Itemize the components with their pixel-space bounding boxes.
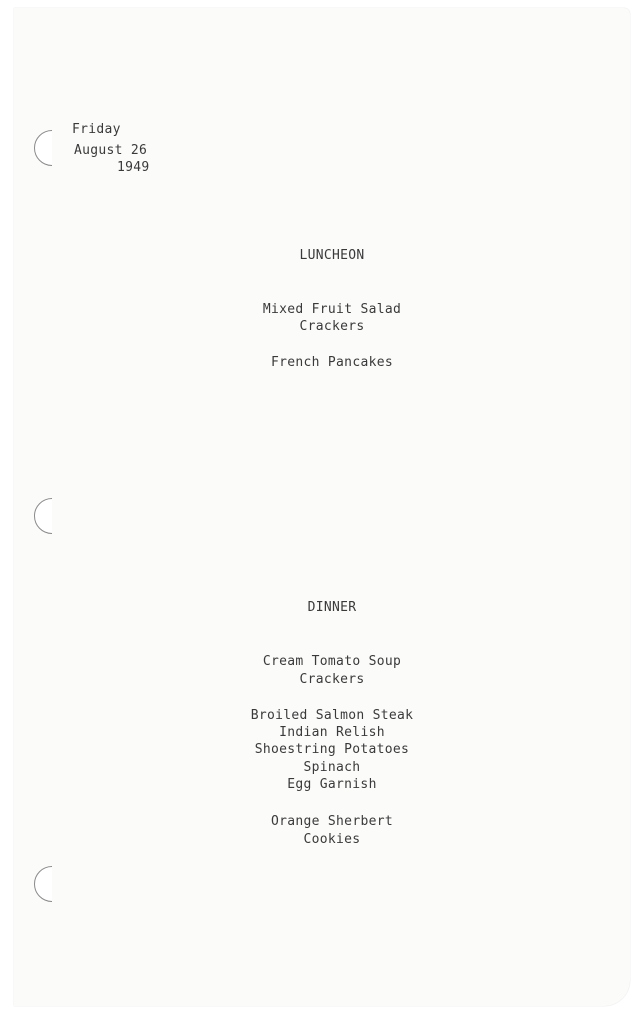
luncheon-heading: LUNCHEON — [299, 248, 365, 263]
menu-item: Crackers — [299, 672, 365, 687]
binder-hole — [34, 866, 70, 902]
menu-item: Shoestring Potatoes — [254, 742, 410, 757]
date-month-day: August 26 — [74, 143, 148, 158]
menu-item: Indian Relish — [279, 725, 385, 740]
menu-item: Spinach — [303, 760, 361, 775]
binder-hole — [34, 498, 70, 534]
menu-item: Cream Tomato Soup — [262, 654, 402, 669]
date-year: 1949 — [117, 160, 150, 175]
menu-item: Orange Sherbert — [271, 814, 393, 829]
menu-item: French Pancakes — [271, 355, 393, 370]
menu-item: Egg Garnish — [287, 777, 377, 792]
menu-item: Mixed Fruit Salad — [262, 302, 402, 317]
binder-hole — [34, 130, 70, 166]
menu-item: Crackers — [299, 319, 365, 334]
menu-item: Cookies — [303, 832, 361, 847]
date-day: Friday — [72, 122, 121, 137]
menu-item: Broiled Salmon Steak — [250, 708, 414, 723]
dinner-heading: DINNER — [307, 600, 357, 615]
